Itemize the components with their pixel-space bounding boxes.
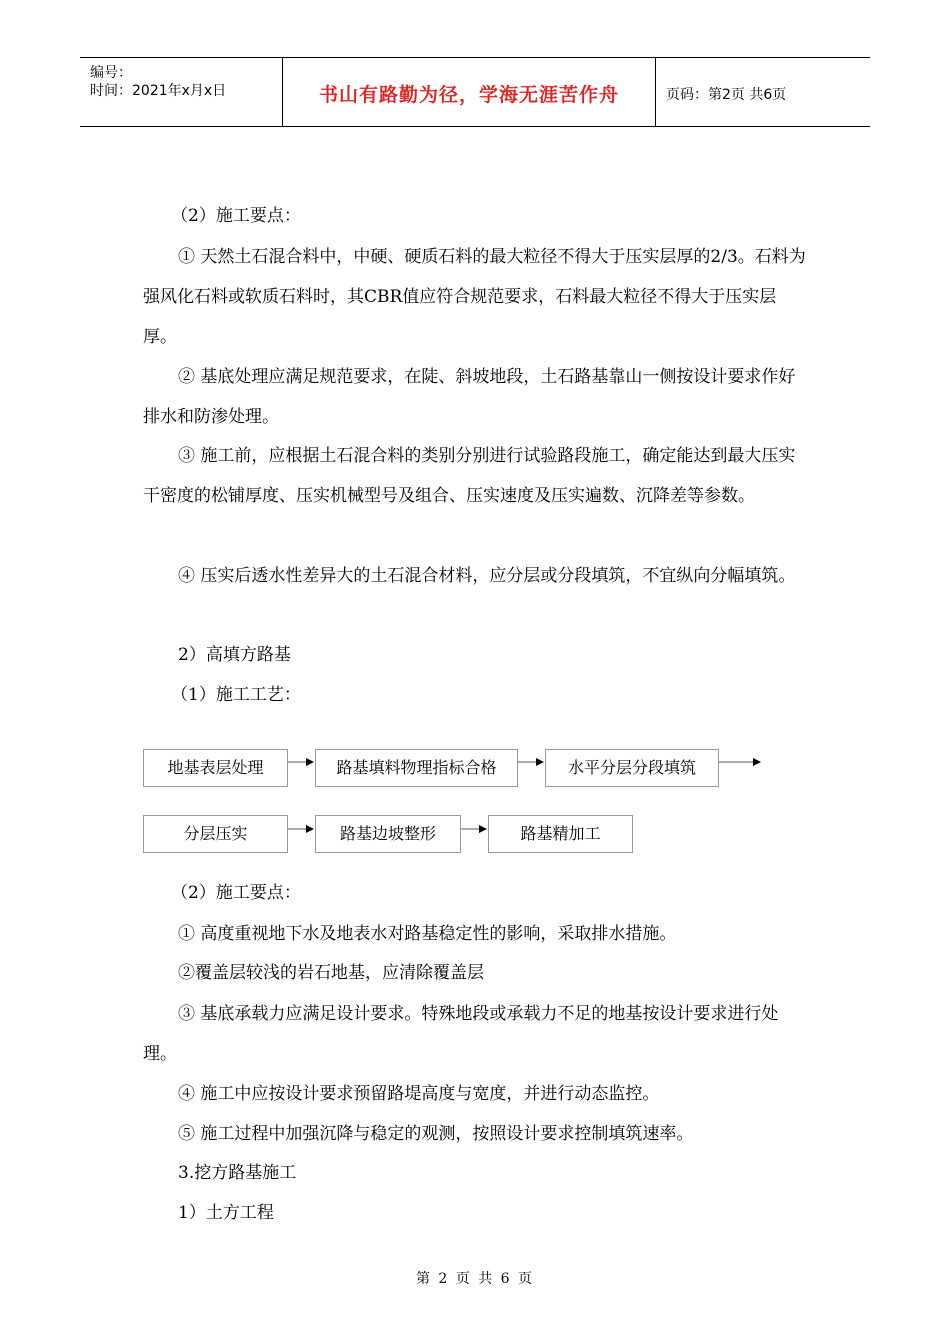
section-heading: （2）施工要点： [171, 883, 301, 903]
paragraph: ③ 基底承载力应满足设计要求。特殊地段或承载力不足的地基按设计要求进行处理。 [143, 1004, 779, 1064]
section-heading: 3.挖方路基施工 [178, 1163, 297, 1183]
paragraph: ① 高度重视地下水及地表水对路基稳定性的影响，采取排水措施。 [178, 924, 677, 944]
paragraph: ⑤ 施工过程中加强沉降与稳定的观测，按照设计要求控制填筑速率。 [178, 1124, 694, 1144]
flow-step: 水平分层分段填筑 [545, 749, 719, 787]
flow-step: 地基表层处理 [143, 749, 288, 787]
paragraph: ④ 施工中应按设计要求预留路堤高度与宽度，并进行动态监控。 [178, 1084, 660, 1104]
paragraph: ① 天然土石混合料中，中硬、硬质石料的最大粒径不得大于压实层厚的2/3。石料为强风化石料或软质石料时，其CBR值应符合规范要求，石料最大粒径不得大于压实层厚。 [143, 247, 806, 347]
page-code: 页码：第2页 共6页 [666, 87, 787, 103]
page-footer: 第 2 页 共 6 页 [415, 1271, 535, 1287]
paragraph: ② 基底处理应满足规范要求，在陡、斜坡地段，土石路基靠山一侧按设计要求作好排水和防渗处理。 [143, 367, 796, 427]
paragraph: ④ 压实后透水性差异大的土石混合材料，应分层或分段填筑，不宜纵向分幅填筑。 [178, 566, 796, 586]
section-heading: 1）土方工程 [178, 1203, 274, 1223]
number-label: 编号： [90, 65, 132, 81]
flow-step: 路基边坡整形 [315, 815, 461, 853]
section-heading: （1）施工工艺： [171, 685, 301, 705]
flow-step: 路基填料物理指标合格 [315, 749, 518, 787]
time-label: 时间：2021年x月x日 [90, 83, 227, 99]
motto: 书山有路勤为径，学海无涯苦作舟 [318, 84, 619, 106]
flow-step: 分层压实 [143, 815, 288, 853]
paragraph: ②覆盖层较浅的岩石地基，应清除覆盖层 [178, 963, 484, 983]
paragraph: ③ 施工前，应根据土石混合料的类别分别进行试验路段施工，确定能达到最大压实干密度的松铺厚度、压实机械型号及组合、压实速度及压实遍数、沉降差等参数。 [143, 446, 796, 506]
flow-step: 路基精加工 [488, 815, 633, 853]
section-heading: 2）高填方路基 [178, 645, 291, 665]
section-heading: （2）施工要点： [171, 206, 301, 226]
